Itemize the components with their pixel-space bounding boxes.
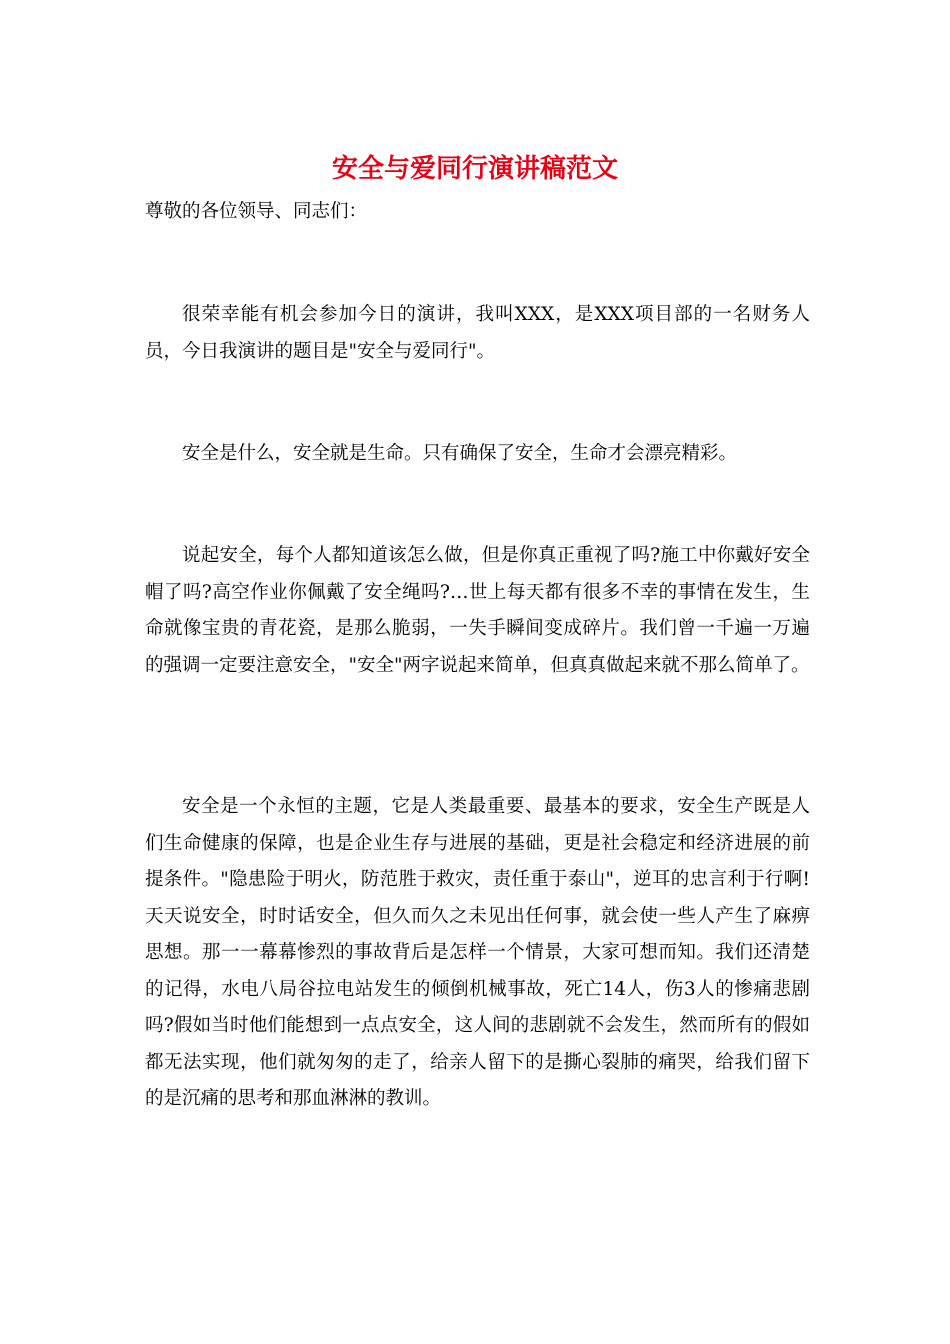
paragraph-1: 很荣幸能有机会参加今日的演讲，我叫XXX，是XXX项目部的一名财务人员，今日我演讲的题目是"安全与爱同行"。 xyxy=(145,304,810,362)
salutation: 尊敬的各位领导、同志们： xyxy=(145,201,368,222)
paragraph-2: 安全是什么，安全就是生命。只有确保了安全，生命才会漂亮精彩。 xyxy=(182,443,738,464)
document-title: 安全与爱同行演讲稿范文 xyxy=(331,154,618,184)
paragraph-3: 说起安全，每个人都知道该怎么做，但是你真正重视了吗?施工中你戴好安全帽了吗?高空作业你佩戴了安全绳吗?…世上每天都有很多不幸的事情在发生，生命就像宝贵的青花瓷，是那么脆弱，一失手瞬间变成碎片。我们曾一千遍一万遍的强调一定要注意安全，"安全"两字说起来简单，但真真做起来就不那么简单了。 xyxy=(145,545,810,676)
paragraph-4: 安全是一个永恒的主题，它是人类最重要、最基本的要求，安全生产既是人们生命健康的保障，也是企业生存与进展的基础，更是社会稳定和经济进展的前提条件。"隐患险于明火，防范胜于救灾，责任重于泰山"，逆耳的忠言利于行啊!天天说安全，时时话安全，但久而久之未见出任何事，就会使一些人产生了麻痹思想。那一一幕幕惨烈的事故背后是怎样一个情景，大家可想而知。我们还清楚的记得，水电八局谷拉电站发生的倾倒机械事故，死亡14人，伤3人的惨痛悲剧吗?假如当时他们能想到一点点安全，这人间的悲剧就不会发生，然而所有的假如都无法实现，他们就匆匆的走了，给亲人留下的是撕心裂肺的痛哭，给我们留下的是沉痛的思考和那血淋淋的教训。 xyxy=(145,796,810,1109)
